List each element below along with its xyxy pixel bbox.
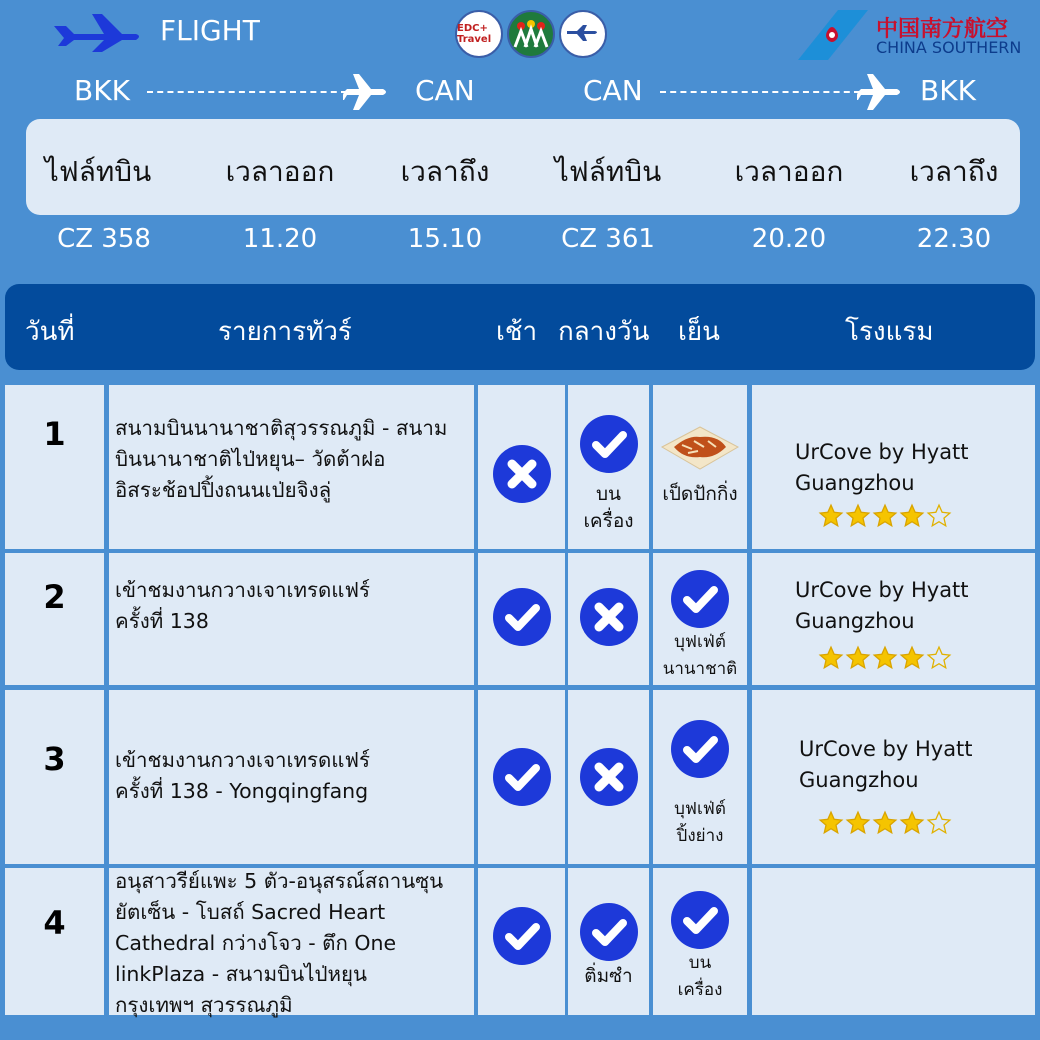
depart-time-1: 11.20: [242, 224, 318, 254]
partner-logos: [455, 10, 607, 58]
star-filled-icon: [872, 810, 898, 840]
route-2-line: [660, 91, 860, 93]
airline-name-chinese: 中国南方航空: [876, 17, 1009, 42]
route-1-line: [147, 91, 347, 93]
program-line: linkPlaza - สนามบินไป่หยุน: [115, 962, 368, 986]
hotel-name-line: Guangzhou: [799, 768, 919, 792]
dinner-label-line: นานาชาติ: [662, 659, 738, 679]
dinner-label-line: ปิ้งย่าง: [676, 826, 724, 846]
hotel-name: [795, 575, 969, 637]
day-number: 1: [43, 415, 66, 453]
hotel-name-line: Guangzhou: [795, 609, 915, 633]
work-travel-logo: [559, 10, 607, 58]
lunch-label-line: บน: [595, 483, 622, 505]
airline-name-english: CHINA SOUTHERN: [876, 38, 1022, 57]
flight-header-arrive-1: เวลาถึง: [400, 155, 490, 188]
hotel-name-line: UrCove by Hyatt: [799, 737, 973, 761]
day-cell: [5, 690, 104, 864]
hotel-name: [799, 734, 973, 796]
check-icon: [493, 588, 551, 646]
program-cell: [109, 868, 474, 1015]
lunch-cell: [568, 385, 649, 549]
star-filled-icon: [899, 645, 925, 675]
breakfast-cell: [478, 690, 565, 864]
plane-badge-icon: [563, 17, 603, 51]
program-line: กรุงเทพฯ สุวรรณภูมิ: [115, 993, 293, 1017]
dinner-label: [653, 950, 747, 1004]
dinner-label: [653, 796, 747, 850]
depart-time-2: 20.20: [751, 224, 827, 254]
hotel-cell: [752, 868, 1035, 1015]
dinner-label-line: บุฟเฟ่ต์: [674, 799, 726, 819]
star-filled-icon: [818, 810, 844, 840]
roast-duck-icon: [658, 423, 742, 477]
program-cell: [109, 553, 474, 685]
program-line: อนุสาวรีย์แพะ 5 ตัว-อนุสรณ์สถานซุน: [115, 869, 444, 893]
dinner-cell: [653, 385, 747, 549]
edc-travel-logo: EDC+ Travel: [455, 10, 503, 58]
breakfast-cell: [478, 868, 565, 1015]
check-icon: [671, 720, 729, 778]
program-line: ครั้งที่ 138 - Yongqingfang: [115, 779, 369, 803]
people-icon: [513, 19, 549, 49]
program-line: ครั้งที่ 138: [115, 609, 209, 633]
lunch-label: [568, 481, 649, 535]
check-icon: [671, 570, 729, 628]
check-icon: [671, 891, 729, 949]
breakfast-cell: [478, 385, 565, 549]
program-text: [115, 575, 468, 637]
route-1-plane-icon: [343, 72, 389, 112]
header-hotel: โรงแรม: [845, 317, 934, 347]
hotel-cell: [752, 385, 1035, 549]
airplane-logo-icon: [52, 12, 142, 52]
star-empty-icon: [926, 503, 952, 533]
lunch-label: [568, 963, 649, 990]
program-cell: [109, 690, 474, 864]
check-icon: [580, 415, 638, 473]
flight-header-arrive-2: เวลาถึง: [909, 155, 999, 188]
star-filled-icon: [899, 503, 925, 533]
star-empty-icon: [926, 645, 952, 675]
route-2-destination: BKK: [920, 74, 976, 107]
cross-icon: [493, 445, 551, 503]
header-breakfast: เช้า: [496, 317, 538, 347]
star-filled-icon: [818, 503, 844, 533]
check-icon: [493, 907, 551, 965]
dinner-label-line: บน: [688, 953, 712, 973]
lunch-label-line: ติ่มซำ: [584, 965, 633, 987]
flight-number-2: CZ 361: [561, 224, 655, 254]
route-2-plane-icon: [857, 72, 903, 112]
dinner-label-line: เครื่อง: [677, 980, 723, 1000]
day-cell: [5, 385, 104, 549]
cross-icon: [580, 588, 638, 646]
star-filled-icon: [872, 645, 898, 675]
star-filled-icon: [899, 810, 925, 840]
day-number: 4: [43, 904, 66, 942]
program-cell: [109, 385, 474, 549]
route-1-destination: CAN: [415, 74, 475, 107]
flight-number-1: CZ 358: [57, 224, 151, 254]
star-filled-icon: [845, 645, 871, 675]
partner-logo-2: [507, 10, 555, 58]
hotel-name-line: UrCove by Hyatt: [795, 578, 969, 602]
header-day: วันที่: [25, 317, 75, 347]
lunch-cell: [568, 868, 649, 1015]
program-line: เข้าชมงานกวางเจาเทรดแฟร์: [115, 578, 371, 602]
hotel-cell: [752, 690, 1035, 864]
china-southern-logo-icon: [798, 10, 868, 62]
day-cell: [5, 553, 104, 685]
cross-icon: [580, 748, 638, 806]
lunch-label-line: เครื่อง: [583, 510, 634, 532]
arrive-time-2: 22.30: [916, 224, 992, 254]
program-line: เข้าชมงานกวางเจาเทรดแฟร์: [115, 748, 371, 772]
day-cell: [5, 868, 104, 1015]
header-program: รายการทัวร์: [218, 317, 352, 347]
dinner-label: [653, 481, 747, 508]
program-line: อิสระช้อปปิ้งถนนเป่ยจิงลู่: [115, 478, 332, 502]
flight-header-depart-1: เวลาออก: [225, 155, 335, 188]
day-number: 2: [43, 578, 66, 616]
hotel-star-rating: [818, 645, 952, 675]
program-text: [115, 413, 468, 506]
star-filled-icon: [872, 503, 898, 533]
program-text: [115, 745, 468, 807]
program-text: [115, 866, 468, 1021]
route-2-origin: CAN: [583, 74, 643, 107]
hotel-name-line: UrCove by Hyatt: [795, 440, 969, 464]
hotel-name-line: Guangzhou: [795, 471, 915, 495]
dinner-cell: [653, 690, 747, 864]
header-lunch: กลางวัน: [558, 317, 650, 347]
route-1-origin: BKK: [74, 74, 130, 107]
dinner-label-line: เป็ดปักกิ่ง: [662, 483, 738, 505]
dinner-label: [653, 629, 747, 683]
check-icon: [493, 748, 551, 806]
header-dinner: เย็น: [678, 317, 720, 347]
star-filled-icon: [845, 503, 871, 533]
hotel-cell: [752, 553, 1035, 685]
lunch-cell: [568, 553, 649, 685]
program-line: บินนานาชาติไป่หยุน– วัดต้าฝอ: [115, 447, 386, 471]
star-filled-icon: [818, 645, 844, 675]
flight-title: FLIGHT: [160, 14, 260, 47]
dinner-cell: [653, 553, 747, 685]
lunch-cell: [568, 690, 649, 864]
breakfast-cell: [478, 553, 565, 685]
program-line: สนามบินนานาชาติสุวรรณภูมิ - สนาม: [115, 416, 448, 440]
day-number: 3: [43, 740, 66, 778]
hotel-star-rating: [818, 503, 952, 533]
program-line: ยัตเซ็น - โบสถ์ Sacred Heart: [115, 900, 386, 924]
flight-header-depart-2: เวลาออก: [734, 155, 844, 188]
dinner-cell: [653, 868, 747, 1015]
hotel-star-rating: [818, 810, 952, 840]
check-icon: [580, 903, 638, 961]
hotel-name: [795, 437, 969, 499]
arrive-time-1: 15.10: [407, 224, 483, 254]
flight-header-flight-1: ไฟล์ทบิน: [44, 155, 152, 188]
star-empty-icon: [926, 810, 952, 840]
dinner-label-line: บุฟเฟ่ต์: [674, 632, 726, 652]
program-line: Cathedral กว่างโจว - ตึก One: [115, 931, 397, 955]
flight-header-flight-2: ไฟล์ทบิน: [554, 155, 662, 188]
star-filled-icon: [845, 810, 871, 840]
